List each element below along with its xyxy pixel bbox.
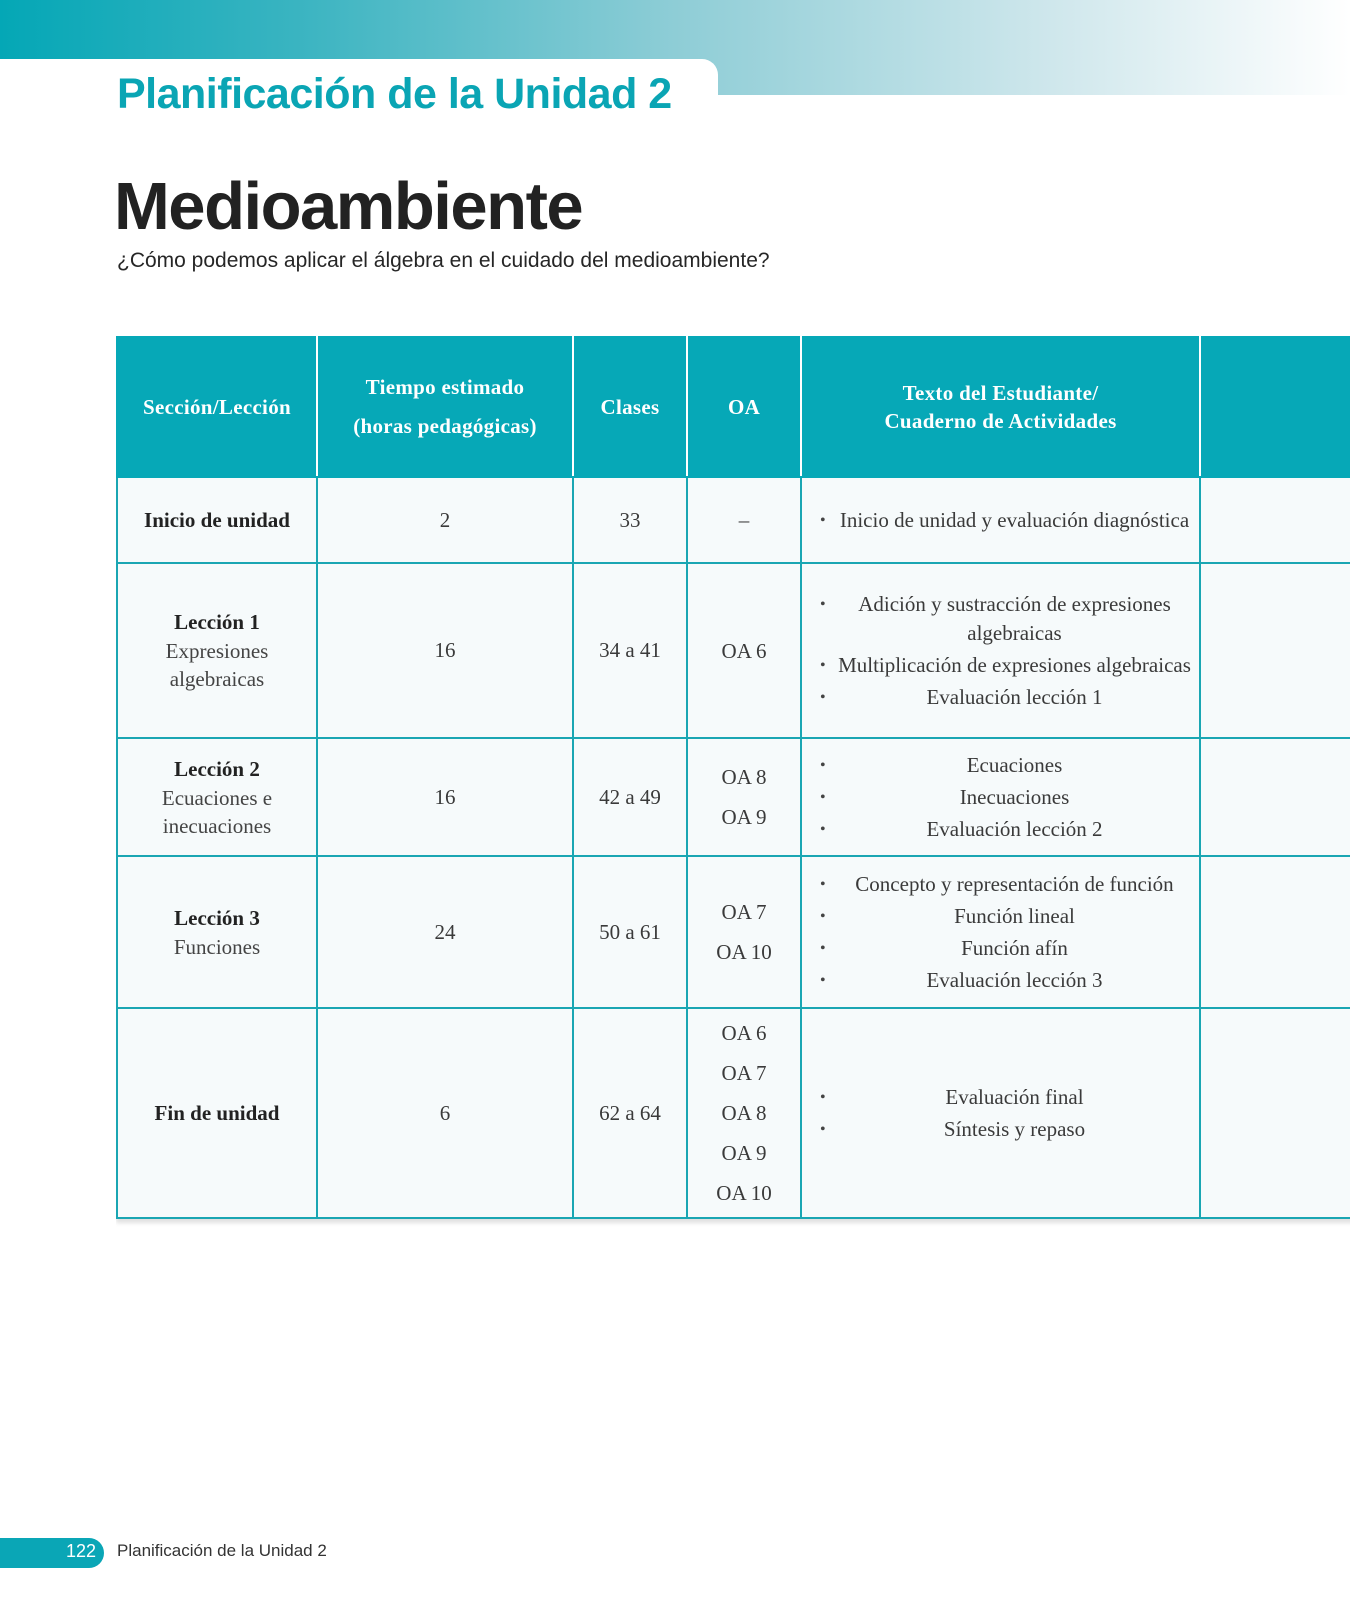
oa-item: OA 7 — [721, 1061, 767, 1085]
extra-cell — [1200, 477, 1350, 563]
list-item: • Evaluación final — [820, 1083, 1191, 1112]
oa-item: OA 9 — [721, 805, 767, 829]
classes-cell: 42 a 49 — [573, 738, 687, 856]
topics-list — [820, 870, 1191, 995]
planning-table — [116, 336, 1350, 1219]
table-row — [117, 477, 1350, 563]
oa-item: OA 8 — [721, 765, 767, 789]
page-title: Medioambiente — [114, 169, 583, 244]
header-student-text: Texto del Estudiante/ Cuaderno de Actividades — [801, 337, 1200, 477]
section-name: Lección 1 — [174, 610, 260, 634]
oa-cell — [687, 1008, 801, 1218]
oa-item: OA 10 — [716, 1181, 772, 1205]
list-item: • Evaluación lección 2 — [820, 815, 1191, 844]
topics-cell — [801, 856, 1200, 1008]
classes-cell: 50 a 61 — [573, 856, 687, 1008]
list-item: • Multiplicación de expresiones algebraicas — [820, 651, 1191, 680]
oa-cell — [687, 856, 801, 1008]
classes-cell: 33 — [573, 477, 687, 563]
hours-cell: 16 — [317, 738, 573, 856]
extra-cell — [1200, 563, 1350, 738]
section-subtitle: Funciones — [173, 934, 261, 959]
extra-cell — [1200, 1008, 1350, 1218]
section-subtitle: Expresiones algebraicas — [165, 639, 269, 691]
header-oa: OA — [687, 337, 801, 477]
section-cell — [117, 477, 317, 563]
topics-list — [820, 751, 1191, 844]
list-item: • Adición y sustracción de expresiones algebraicas — [820, 590, 1191, 648]
oa-item: OA 7 — [721, 900, 767, 924]
list-item: • Concepto y representación de función — [820, 870, 1191, 899]
section-name: Inicio de unidad — [144, 507, 290, 532]
hours-cell: 24 — [317, 856, 573, 1008]
section-cell — [117, 738, 317, 856]
table-row — [117, 856, 1350, 1008]
page-number: 122 — [66, 1541, 97, 1561]
list-item: • Inecuaciones — [820, 783, 1191, 812]
section-name: Lección 2 — [174, 756, 260, 781]
topics-cell — [801, 1008, 1200, 1218]
topics-cell — [801, 477, 1200, 563]
oa-item: OA 8 — [721, 1101, 767, 1125]
footer-label: Planificación de la Unidad 2 — [117, 1541, 327, 1560]
list-item: • Evaluación lección 1 — [820, 683, 1191, 712]
oa-item: OA 6 — [721, 1021, 767, 1045]
section-cell — [117, 856, 317, 1008]
list-item: • Inicio de unidad y evaluación diagnóstica — [820, 506, 1191, 535]
header-section: Sección/Lección — [117, 337, 317, 477]
section-subtitle: Ecuaciones e inecuaciones — [161, 785, 273, 838]
oa-item: OA 6 — [721, 638, 767, 663]
topics-list — [820, 590, 1191, 712]
list-item: • Síntesis y repaso — [820, 1115, 1191, 1144]
topics-list — [820, 1083, 1191, 1144]
oa-item: OA 9 — [721, 1141, 767, 1165]
classes-cell: 34 a 41 — [573, 563, 687, 738]
section-name: Fin de unidad — [154, 1100, 280, 1125]
header-time: Tiempo estimado (horas pedagógicas) — [317, 337, 573, 477]
planning-table-container — [116, 336, 1350, 1234]
header-extra — [1200, 337, 1350, 477]
list-item: • Evaluación lección 3 — [820, 966, 1191, 995]
extra-cell — [1200, 856, 1350, 1008]
topics-cell — [801, 738, 1200, 856]
oa-item: – — [738, 508, 750, 532]
hours-cell: 2 — [317, 477, 573, 563]
page-subtitle: ¿Cómo podemos aplicar el álgebra en el cuidado del medioambiente? — [117, 249, 770, 272]
topics-list — [820, 506, 1191, 535]
classes-cell: 62 a 64 — [573, 1008, 687, 1218]
oa-item: OA 10 — [716, 940, 772, 964]
unit-title: Planificación de la Unidad 2 — [117, 70, 672, 118]
oa-cell — [687, 738, 801, 856]
header-classes: Clases — [573, 337, 687, 477]
hours-cell: 16 — [317, 563, 573, 738]
section-cell — [117, 1008, 317, 1218]
hours-cell: 6 — [317, 1008, 573, 1218]
table-row — [117, 738, 1350, 856]
list-item: • Función afín — [820, 934, 1191, 963]
table-header-row — [117, 337, 1350, 477]
table-row — [117, 1008, 1350, 1218]
section-name: Lección 3 — [174, 905, 260, 930]
list-item: • Ecuaciones — [820, 751, 1191, 780]
section-cell — [117, 563, 317, 738]
topics-cell — [801, 563, 1200, 738]
extra-cell — [1200, 738, 1350, 856]
oa-cell — [687, 563, 801, 738]
list-item: • Función lineal — [820, 902, 1191, 931]
oa-cell — [687, 477, 801, 563]
table-row — [117, 563, 1350, 738]
